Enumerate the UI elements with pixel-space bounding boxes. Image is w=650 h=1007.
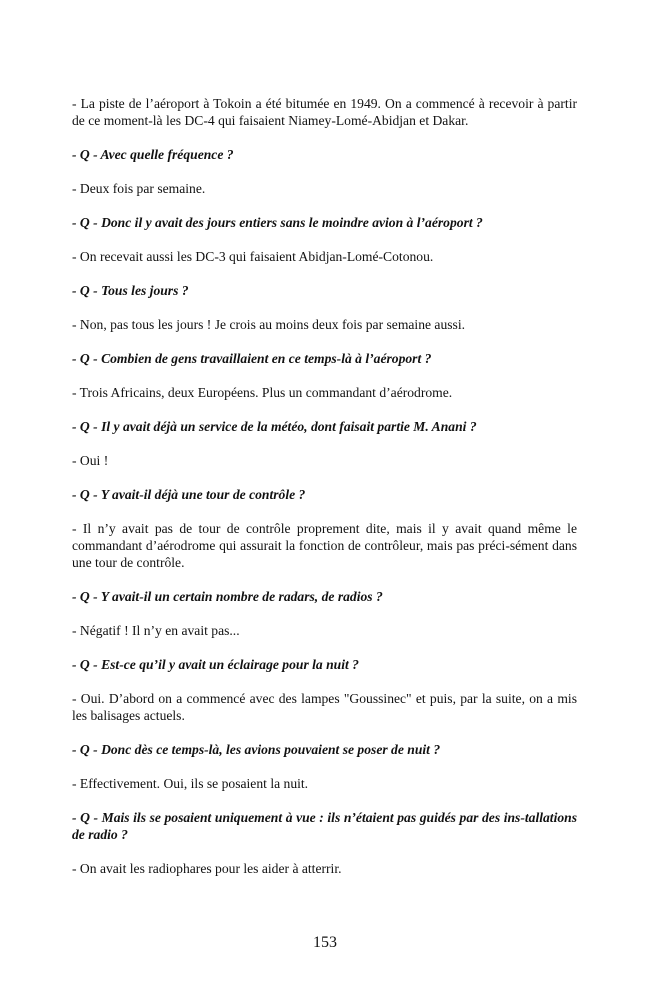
question-paragraph: - Q - Avec quelle fréquence ? bbox=[72, 147, 234, 162]
answer-paragraph: - On avait les radiophares pour les aider à atterrir. bbox=[72, 861, 342, 876]
answer-paragraph: - Oui. D’abord on a commencé avec des lampes "Goussinec" et puis, par la suite, on a mis les balisages actuels. bbox=[72, 691, 577, 723]
question-paragraph: - Q - Y avait-il un certain nombre de radars, de radios ? bbox=[72, 589, 383, 604]
question-paragraph: - Q - Combien de gens travaillaient en ce temps-là à l’aéroport ? bbox=[72, 351, 432, 366]
question-paragraph: - Q - Y avait-il déjà une tour de contrôle ? bbox=[72, 487, 306, 502]
answer-paragraph: - On recevait aussi les DC-3 qui faisaient Abidjan-Lomé-Cotonou. bbox=[72, 249, 434, 264]
question-paragraph: - Q - Est-ce qu’il y avait un éclairage pour la nuit ? bbox=[72, 657, 359, 672]
answer-paragraph: - La piste de l’aéroport à Tokoin a été bitumée en 1949. On a commencé à recevoir à partir de ce moment-là les DC-4 qui faisaient Niamey-Lomé-Abidjan et Dakar. bbox=[72, 96, 577, 128]
page-number: 153 bbox=[313, 934, 337, 951]
question-paragraph: - Q - Donc il y avait des jours entiers sans le moindre avion à l’aéroport ? bbox=[72, 215, 483, 230]
page-body bbox=[72, 95, 577, 894]
answer-paragraph: - Il n’y avait pas de tour de contrôle proprement dite, mais il y avait quand même le commandant d’aérodrome qui assurait la fonction de contrôleur, mais pas préci-sément dans une tour de contrôle. bbox=[72, 521, 577, 570]
answer-paragraph: - Négatif ! Il n’y en avait pas... bbox=[72, 623, 240, 638]
answer-paragraph: - Oui ! bbox=[72, 453, 109, 468]
question-paragraph: - Q - Donc dès ce temps-là, les avions pouvaient se poser de nuit ? bbox=[72, 742, 441, 757]
answer-paragraph: - Non, pas tous les jours ! Je crois au moins deux fois par semaine aussi. bbox=[72, 317, 466, 332]
question-paragraph: - Q - Tous les jours ? bbox=[72, 283, 189, 298]
answer-paragraph: - Effectivement. Oui, ils se posaient la nuit. bbox=[72, 776, 309, 791]
answer-paragraph: - Trois Africains, deux Européens. Plus un commandant d’aérodrome. bbox=[72, 385, 453, 400]
question-paragraph: - Q - Il y avait déjà un service de la météo, dont faisait partie M. Anani ? bbox=[72, 419, 477, 434]
question-paragraph: - Q - Mais ils se posaient uniquement à vue : ils n’étaient pas guidés par des ins-tallations de radio ? bbox=[72, 810, 577, 842]
answer-paragraph: - Deux fois par semaine. bbox=[72, 181, 206, 196]
